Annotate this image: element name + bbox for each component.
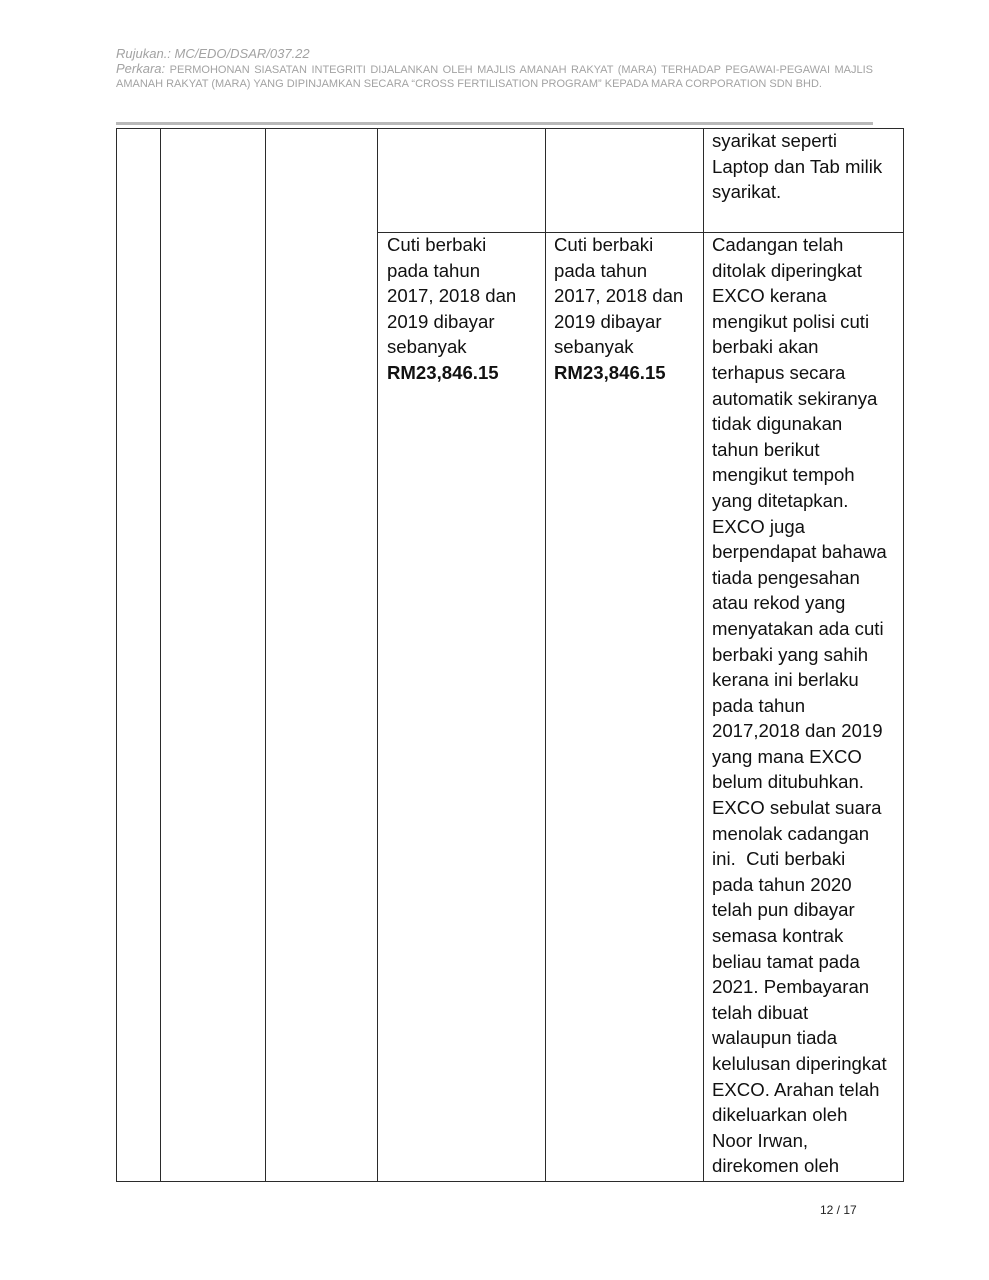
text-line: Cadangan telah — [712, 234, 844, 255]
text-line: direkomen oleh — [712, 1155, 840, 1177]
text-line: mengikut polisi cuti — [712, 310, 870, 332]
column-divider — [265, 128, 266, 1182]
table-cell-row2-approved — [554, 232, 702, 386]
subject-label: Perkara: — [116, 61, 166, 76]
text-line: 2017, 2018 dan — [554, 285, 684, 307]
text-line: tahun berikut — [712, 438, 820, 460]
text-line: syarikat seperti — [712, 130, 838, 151]
text-line: tiada pengesahan — [712, 566, 860, 588]
text-line: pada tahun 2020 — [712, 873, 852, 895]
approved-text — [554, 232, 702, 360]
text-line: menolak cadangan — [712, 822, 870, 844]
text-line: EXCO. Arahan telah — [712, 1078, 880, 1100]
text-line: berpendapat bahawa — [712, 541, 887, 563]
text-line: semasa kontrak — [712, 925, 844, 947]
table-cell-row2-claim — [387, 232, 543, 386]
text-line: telah pun dibayar — [712, 899, 855, 921]
column-divider — [545, 128, 546, 1182]
claim-text — [387, 232, 543, 360]
text-line: dikeluarkan oleh — [712, 1104, 848, 1126]
text-line: pada tahun — [387, 259, 481, 281]
text-line: pada tahun — [554, 259, 648, 281]
text-line: Noor Irwan, — [712, 1129, 809, 1151]
text-line: Laptop dan Tab milik — [712, 155, 883, 177]
text-line: pada tahun — [712, 694, 806, 716]
text-line: berbaki yang sahih — [712, 643, 869, 665]
text-line: terhapus secara — [712, 361, 846, 383]
column-divider — [377, 128, 378, 1182]
text-line: 2019 dibayar — [554, 310, 662, 332]
text-line: yang ditetapkan. — [712, 489, 849, 511]
content-table — [116, 128, 904, 1182]
column-divider — [703, 128, 704, 1182]
text-line: EXCO sebulat suara — [712, 797, 882, 819]
text-line: yang mana EXCO — [712, 745, 862, 767]
table-border-left — [116, 128, 117, 1182]
text-line: sebanyak — [554, 336, 634, 358]
text-line: berbaki akan — [712, 336, 819, 358]
page-number: 12 / 17 — [820, 1203, 857, 1217]
text-line: belum ditubuhkan. — [712, 771, 864, 793]
table-border-bottom — [116, 1181, 904, 1182]
text-line: Cuti berbaki — [387, 234, 487, 255]
text-line: mengikut tempoh — [712, 464, 855, 486]
text-line: 2017,2018 dan 2019 — [712, 720, 883, 742]
text-line: atau rekod yang — [712, 592, 846, 614]
text-line: beliau tamat pada — [712, 950, 860, 972]
text-line: walaupun tiada — [712, 1027, 838, 1049]
text-line: 2017, 2018 dan — [387, 285, 517, 307]
text-line: EXCO kerana — [712, 285, 827, 307]
text-line: syarikat. — [712, 181, 782, 203]
text-line: tidak digunakan — [712, 413, 843, 435]
text-line: sebanyak — [387, 336, 467, 358]
text-line: ditolak diperingkat — [712, 259, 862, 281]
text-line: EXCO juga — [712, 515, 806, 537]
text-line: ini. Cuti berbaki — [712, 848, 846, 870]
document-header — [116, 46, 873, 91]
table-cell-row2-remarks — [712, 232, 902, 1179]
text-line: telah dibuat — [712, 1001, 809, 1023]
text-line: automatik sekiranya — [712, 387, 878, 409]
table-border-right — [903, 128, 904, 1182]
table-cell-row1-remarks — [712, 128, 902, 205]
text-line: Cuti berbaki — [554, 234, 654, 255]
subject-text: PERMOHONAN SIASATAN INTEGRITI DIJALANKAN OLEH MAJLIS AMANAH RAKYAT (MARA) TERHADAP PEGAWAI-PEGAWAI MAJLIS AMANAH RAKYAT (MARA) YANG DIPINJAMKAN SECARA “CROSS FERTILISATION PROGRAM” KEPADA MARA CORPORATION SDN BHD. — [116, 64, 874, 90]
claim-amount: RM23,846.15 — [387, 361, 499, 383]
column-divider — [160, 128, 161, 1182]
approved-amount: RM23,846.15 — [554, 361, 666, 383]
text-line: kelulusan diperingkat — [712, 1053, 887, 1074]
header-divider — [116, 122, 873, 125]
text-line: menyatakan ada cuti — [712, 617, 884, 639]
text-line: 2021. Pembayaran — [712, 976, 870, 998]
text-line: 2019 dibayar — [387, 310, 495, 332]
reference-number: Rujukan.: MC/EDO/DSAR/037.22 — [116, 46, 310, 61]
subject-line — [116, 62, 873, 91]
text-line: kerana ini berlaku — [712, 669, 859, 691]
